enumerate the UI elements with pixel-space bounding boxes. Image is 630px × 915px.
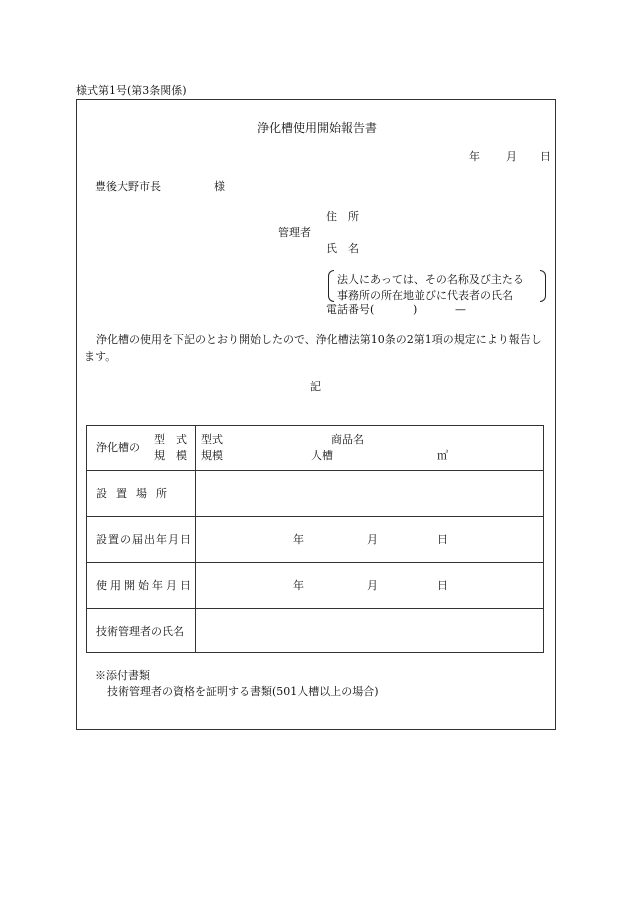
corporate-note-line1: 法人にあっては、その名称及び主たる — [337, 273, 524, 286]
row1-product-name: 商品名 — [331, 433, 364, 446]
row3-month: 月 — [367, 533, 378, 546]
addressee-suffix: 様 — [214, 180, 225, 193]
table-row-divider — [87, 470, 543, 471]
date-month-label: 月 — [506, 150, 517, 163]
row1-label-type: 型 式 — [154, 433, 187, 446]
table-row-divider — [87, 608, 543, 609]
ki-heading: 記 — [310, 380, 321, 393]
report-table — [86, 425, 544, 653]
row1-label-scale: 規 模 — [154, 449, 187, 462]
right-bracket — [540, 270, 546, 302]
row3-day: 日 — [437, 533, 448, 546]
corporate-note-line2: 事務所の所在地並びに代表者の氏名 — [337, 289, 513, 302]
row4-day: 日 — [437, 579, 448, 592]
manager-label: 管理者 — [278, 226, 311, 239]
row2-label: 設置場所 — [96, 487, 176, 500]
address-label: 住 所 — [326, 210, 359, 223]
attachment-heading: ※添付書類 — [95, 669, 150, 682]
corporate-note — [328, 270, 546, 304]
row4-year: 年 — [293, 579, 304, 592]
phone-close-paren: ) — [413, 303, 418, 316]
phone-dash: — — [455, 303, 466, 316]
table-column-divider — [195, 426, 196, 652]
row1-scale-field: 規模 — [201, 449, 223, 462]
row4-label: 使用開始年月日 — [96, 579, 194, 592]
row5-label: 技術管理者の氏名 — [96, 625, 184, 638]
row3-year: 年 — [293, 533, 304, 546]
row1-persons-unit: 人槽 — [311, 449, 333, 462]
row1-label-main: 浄化槽の — [96, 441, 140, 454]
table-row-divider — [87, 562, 543, 563]
row3-label: 設置の届出年月日 — [96, 533, 192, 546]
name-label: 氏 名 — [326, 242, 359, 255]
row1-type-field: 型式 — [201, 433, 223, 446]
row1-volume-unit: ㎥ — [437, 449, 448, 462]
attachment-item: 技術管理者の資格を証明する書類(501人槽以上の場合) — [107, 685, 379, 698]
phone-label: 電話番号( — [326, 303, 375, 316]
document-title: 浄化槽使用開始報告書 — [257, 121, 378, 135]
left-bracket — [328, 270, 334, 302]
date-day-label: 日 — [540, 150, 551, 163]
row4-month: 月 — [367, 579, 378, 592]
form-label: 様式第1号(第3条関係) — [76, 84, 187, 97]
table-row-divider — [87, 516, 543, 517]
body-paragraph: 浄化槽の使用を下記のとおり開始したので、浄化槽法第10条の2第1項の規定により報告します。 — [84, 333, 542, 363]
date-year-label: 年 — [469, 150, 480, 163]
addressee-name: 豊後大野市長 — [95, 180, 161, 193]
